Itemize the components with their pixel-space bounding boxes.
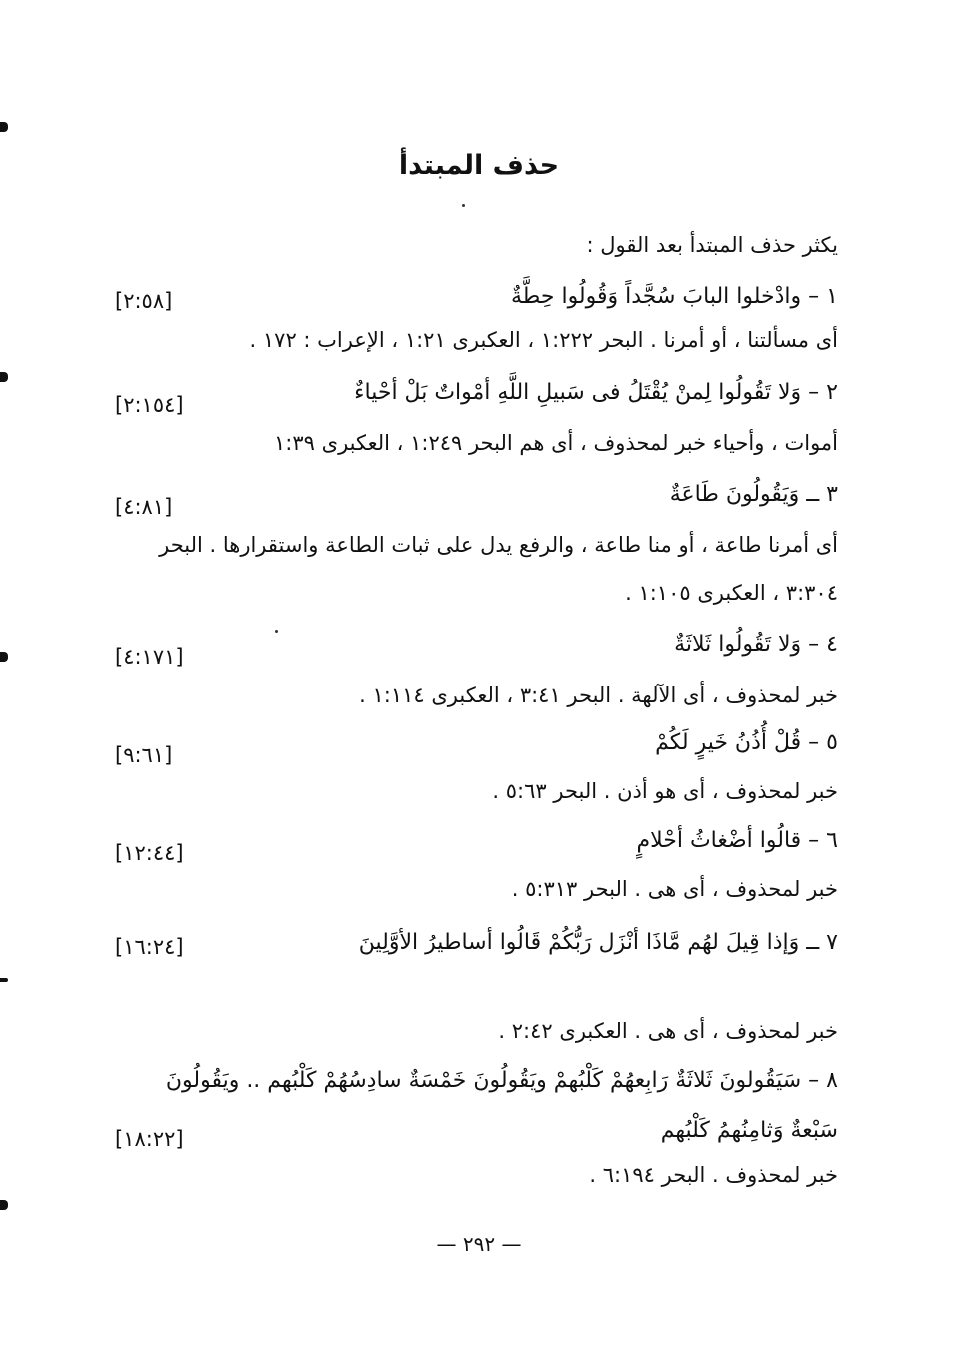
verse-ref-2: [٢:١٥٤] — [115, 393, 184, 417]
note-1: أى مسألتنا ، أو أمرنا . البحر ١:٢٢٢ ، العكبرى ١:٢١ ، الإعراب : ١٧٢ . — [249, 328, 838, 352]
note-2: أموات ، وأحياء خبر لمحذوف ، أى هم البحر ١:٢٤٩ ، العكبرى ١:٣٩ — [274, 431, 838, 455]
page-number: — ٢٩٢ — — [436, 1232, 522, 1256]
verse-4: ٤ – وَلا تَقُولُوا ثَلاثَةٌ — [674, 632, 838, 657]
verse-ref-8: [١٨:٢٢] — [115, 1127, 184, 1151]
note-8: خبر لمحذوف . البحر ٦:١٩٤ . — [589, 1163, 838, 1187]
page-title: حذف المبتدأ — [398, 150, 560, 181]
verse-ref-6: [١٢:٤٤] — [115, 841, 184, 865]
scan-edge-mark — [0, 1200, 8, 1210]
scan-edge-mark — [0, 372, 8, 382]
verse-8-line-1: ٨ – سَيَقُولونَ ثَلاثَةٌ رَابِعهُمْ كَلْبُهمْ ويَقُولُونَ خَمْسَةٌ سادِسُهُمْ كَلْبُهم .. ويَقُولُونَ — [165, 1068, 838, 1093]
scan-edge-mark — [0, 122, 8, 132]
note-3-line-2: ٣:٣٠٤ ، العكبرى ١:١٠٥ . — [625, 581, 838, 605]
note-3-line-1: أى أمرنا طاعة ، أو منا طاعة ، والرفع يدل على ثبات الطاعة واستقرارها . البحر — [159, 533, 838, 557]
note-7: خبر لمحذوف ، أى هى . العكبرى ٢:٤٢ . — [498, 1019, 838, 1043]
intro-text: يكثر حذف المبتدأ بعد القول : — [586, 233, 838, 257]
verse-ref-5: [٩:٦١] — [115, 743, 173, 767]
verse-8-line-2: سَبْعةٌ وَثامِنُهمُ كَلْبُهم — [660, 1118, 838, 1143]
verse-ref-4: [٤:١٧١] — [115, 645, 184, 669]
scan-speck — [462, 204, 465, 207]
verse-7: ٧ ــ وَإذا قِيلَ لهُم مَّاذَا أنْزَل رَبُّكُمْ قَالُوا أساطيرُ الأوَّلِينَ — [358, 930, 838, 955]
note-4: خبر لمحذوف ، أى الآلهة . البحر ٣:٤١ ، العكبرى ١:١١٤ . — [359, 683, 838, 707]
note-6: خبر لمحذوف ، أى هى . البحر ٥:٣١٣ . — [511, 877, 838, 901]
scan-edge-mark — [0, 652, 8, 662]
verse-2: ٢ – وَلا تَقُولُوا لِمنْ يُقْتَلُ فى سَبيلِ اللَّهِ أمْواتٌ بَلْ أحْياءٌ — [354, 380, 838, 405]
scan-edge-mark — [0, 978, 8, 982]
note-5: خبر لمحذوف ، أى هو أذن . البحر ٥:٦٣ . — [492, 779, 838, 803]
verse-6: ٦ – قالُوا أضْغاثُ أحْلامٍ — [636, 828, 838, 853]
verse-1: ١ – وادْخلوا البابَ سُجَّداً وَقُولُوا حِطَّةٌ — [511, 284, 838, 309]
verse-ref-3: [٤:٨١] — [115, 495, 173, 519]
verse-ref-7: [١٦:٢٤] — [115, 935, 184, 959]
verse-5: ٥ – قُلْ أُذُنُ خَيرٍ لَكُمْ — [655, 730, 838, 755]
verse-ref-1: [٢:٥٨] — [115, 289, 173, 313]
verse-3: ٣ ــ وَيَقُولُونَ طَاعَةٌ — [669, 482, 838, 507]
